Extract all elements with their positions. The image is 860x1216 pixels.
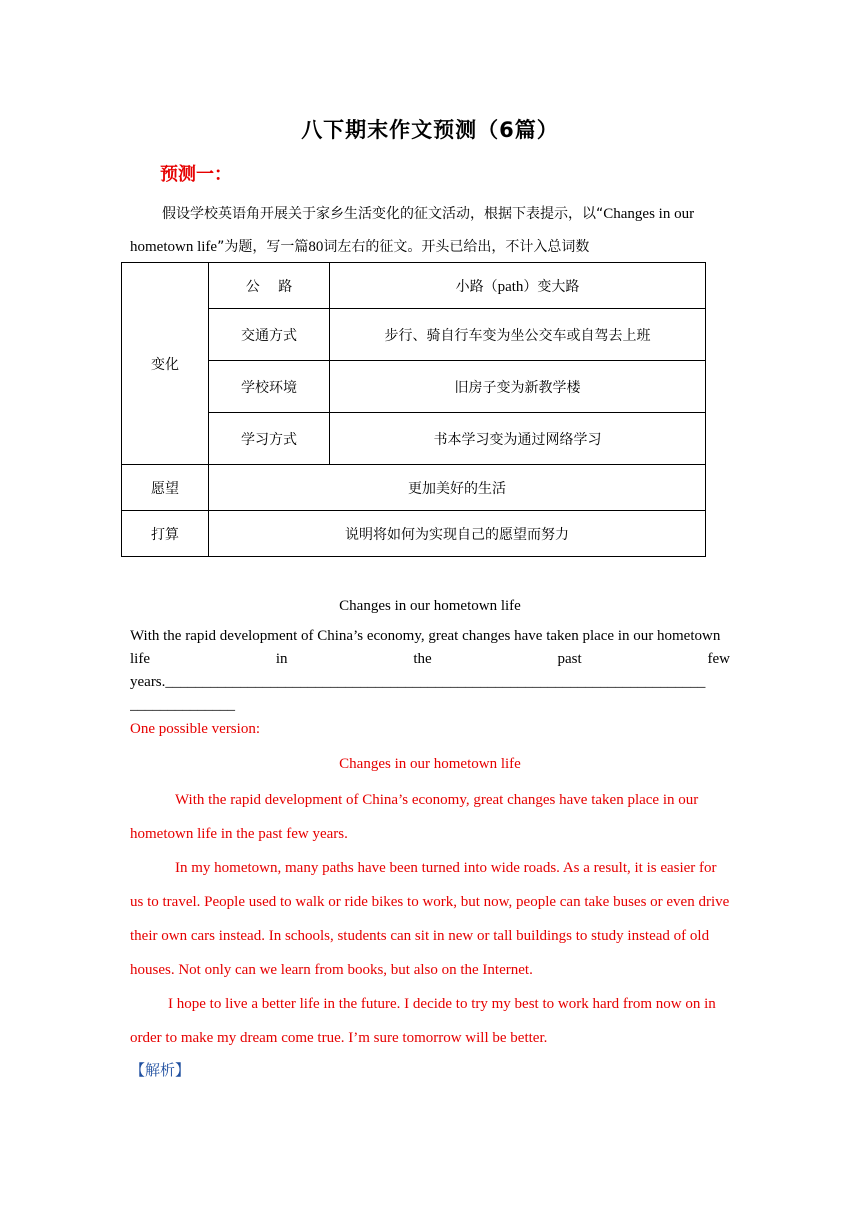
plan-label-cell: 打算 bbox=[122, 511, 209, 557]
table-row bbox=[122, 263, 706, 309]
detail-text-2: ）变大路 bbox=[523, 278, 580, 295]
detail-cell: 书本学习变为通过网络学习 bbox=[330, 413, 706, 465]
sample-title: Changes in our hometown life bbox=[339, 756, 521, 772]
opening-line: life in the past few bbox=[130, 651, 730, 667]
wish-label-cell: 愿望 bbox=[122, 465, 209, 511]
detail-text-1: 小路（ bbox=[455, 278, 498, 295]
table-row bbox=[122, 465, 706, 511]
sample-essay bbox=[130, 783, 730, 1055]
detail-cell: 步行、骑自行车变为坐公交车或自驾去上班 bbox=[330, 309, 706, 361]
requirements-table bbox=[121, 262, 706, 557]
plan-detail-cell: 说明将如何为实现自己的愿望而努力 bbox=[209, 511, 706, 557]
prediction-heading: 预测一： bbox=[160, 164, 232, 185]
sample-paragraph: In my hometown, many paths have been turned into wide roads. As a result, it is easier for us to travel. People used to walk or ride bikes to work, but now, people can take buses or even drive their own cars instead. In schools, students can sit in new or tall buildings to study instead of old houses. Not only can we learn from books, but also on the Internet. bbox=[130, 860, 730, 978]
table-row bbox=[122, 413, 706, 465]
table-row bbox=[122, 511, 706, 557]
essay-opening bbox=[130, 625, 730, 717]
opening-line-blank: ______________ bbox=[130, 697, 235, 713]
prompt-essay-title: Changes in our hometown life bbox=[130, 206, 695, 255]
essay-title: Changes in our hometown life bbox=[339, 598, 521, 614]
detail-cell bbox=[330, 263, 706, 309]
table-row bbox=[122, 309, 706, 361]
opening-line-blank: years.________________________________________________________________________ bbox=[130, 674, 706, 690]
wish-detail-cell: 更加美好的生活 bbox=[209, 465, 706, 511]
sample-label: One possible version: bbox=[130, 721, 260, 737]
sample-paragraph: With the rapid development of China’s economy, great changes have taken place in our hometown life in the past few years. bbox=[130, 792, 699, 842]
aspect-cell: 交通方式 bbox=[209, 309, 330, 361]
changes-label-cell: 变化 bbox=[122, 263, 209, 465]
prompt-word-count: 80 bbox=[308, 239, 324, 255]
prompt-text-3: 词左右的征文。开头已给出，不计入总词数 bbox=[323, 239, 590, 255]
detail-text-en: path bbox=[497, 278, 524, 295]
detail-cell: 旧房子变为新教学楼 bbox=[330, 361, 706, 413]
aspect-cell: 学习方式 bbox=[209, 413, 330, 465]
prompt-text-1: 假设学校英语角开展关于家乡生活变化的征文活动，根据下表提示，以“ bbox=[162, 206, 604, 222]
page-title: 八下期末作文预测（6篇） bbox=[301, 118, 559, 142]
analysis-label: 【解析】 bbox=[130, 1061, 191, 1079]
table-row bbox=[122, 361, 706, 413]
aspect-cell: 学校环境 bbox=[209, 361, 330, 413]
writing-prompt bbox=[130, 198, 730, 264]
sample-paragraph: I hope to live a better life in the future. I decide to try my best to work hard from now on in order to make my dream come true. I’m sure tomorrow will be better. bbox=[130, 996, 716, 1046]
prompt-text-2: ”为题，写一篇 bbox=[217, 239, 309, 255]
opening-line: With the rapid development of China’s economy, great changes have taken place in our hometown bbox=[130, 628, 721, 644]
aspect-cell: 公 路 bbox=[209, 263, 330, 309]
